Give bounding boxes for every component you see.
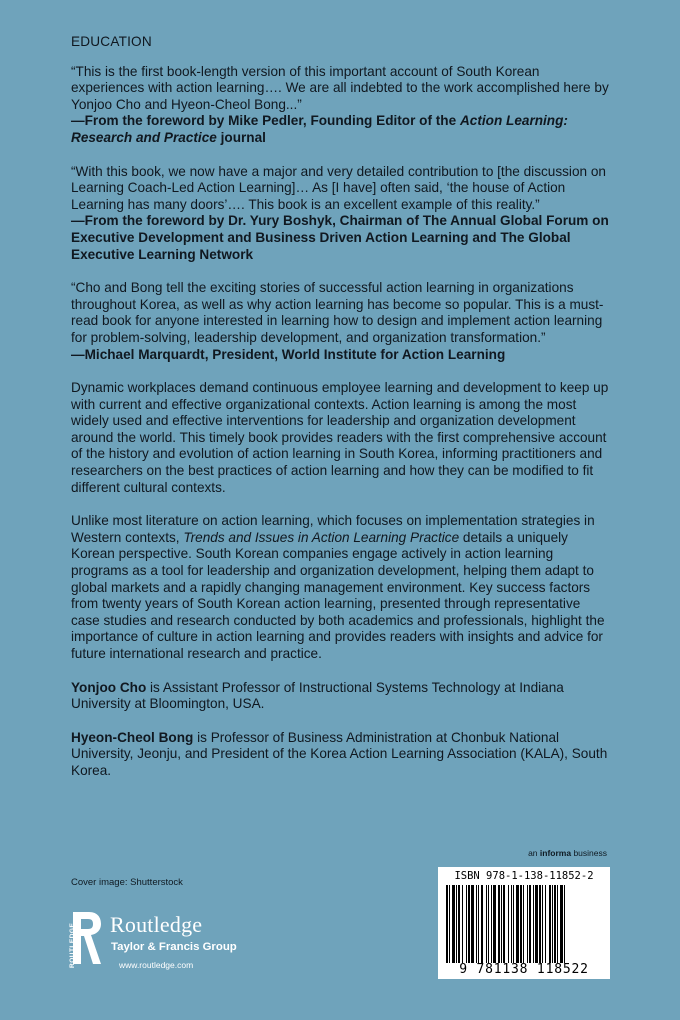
- barcode-bar: [560, 885, 563, 963]
- journal-title: Action Learning: Research and Practice: [71, 113, 568, 145]
- barcode-bar: [557, 885, 558, 963]
- informa-brand: informa: [539, 848, 572, 858]
- barcode-bar: [516, 885, 519, 963]
- barcode-digits: 9 781138 118522: [459, 962, 589, 977]
- quote-text-1: “This is the first book-length version of this important account of South Korean experiences with action learning…. We are all indebted to the work accomplished here by Yonjoo Cho and Hyeon-Cheol Bong...”: [71, 63, 609, 112]
- barcode-bar: [545, 885, 546, 963]
- barcode-bar: [498, 885, 500, 963]
- barcode-bar: [476, 885, 477, 963]
- publisher-url: www.routledge.com: [119, 960, 194, 970]
- barcode-bar: [446, 885, 448, 963]
- routledge-logo: [71, 910, 271, 980]
- author-bio-text: is Professor of Business Administration at Chonbuk National University, Jeonju, and President of the Korea Action Learning Association (KALA), South Korea.: [71, 729, 608, 778]
- barcode-bar: [503, 885, 505, 963]
- author-bio-text: is Assistant Professor of Instructional Systems Technology at Indiana University at Bloomington, USA.: [71, 679, 564, 712]
- informa-suffix: business: [571, 848, 607, 858]
- barcode-bar: [539, 885, 541, 963]
- barcode-bar: [449, 885, 450, 963]
- quote-block-1: [71, 64, 611, 147]
- barcode-bar: [493, 885, 496, 963]
- barcode-bar: [523, 885, 524, 963]
- barcode-bar: [486, 885, 487, 963]
- quote-attribution-3: —Michael Marquardt, President, World Institute for Action Learning: [71, 346, 506, 362]
- barcode-bar: [564, 885, 565, 963]
- barcode-bar: [511, 885, 512, 963]
- quote-text-3: “Cho and Bong tell the exciting stories of successful action learning in organizations throughout Korea, as well as why action learning has become so popular. This is a must-read book for anyone interested in learning how to design and implement action learning for problem-solving, leadership development, and organization transformation.”: [71, 280, 604, 345]
- barcode-bar: [552, 885, 553, 963]
- cover-image-credit: Cover image: Shutterstock: [71, 877, 183, 888]
- description-paragraph-1: Dynamic workplaces demand continuous employee learning and development to keep up with current and effective organizational contexts. Action learning is among the most widely used and effective interventions for leadership and organization development around the world. This timely book provides readers with the first comprehensive account of the history and evolution of action learning in South Korea, informing practitioners and researchers on the best practices of action learning and how they can be modified to fit different cultural contexts.: [71, 380, 609, 495]
- author-bio-2: [71, 730, 611, 780]
- quote-attribution-1: [71, 113, 611, 146]
- barcode-bar: [468, 885, 470, 963]
- publisher-name: Routledge: [110, 912, 203, 937]
- author-name: Yonjoo Cho: [71, 679, 147, 695]
- publisher-group: Taylor & Francis Group: [111, 941, 237, 953]
- barcode-bar: [549, 885, 551, 963]
- description-text: Unlike most literature on action learning, which focuses on implementation strategies in Western contexts,: [71, 513, 595, 545]
- informa-tagline: [528, 848, 607, 858]
- quote-block-2: [71, 164, 611, 264]
- quote-text-2: “With this book, we now have a major and very detailed contribution to [the discussion on Learning Coach-Led Action Learning]… As [I have] often said, ‘the house of Action Learning has many doors’…. This book is an excellent example of this reality.”: [71, 163, 606, 212]
- barcode-bar: [478, 885, 479, 963]
- barcode-bar: [535, 885, 538, 963]
- barcode-bar: [513, 885, 514, 963]
- description-paragraph-2: [71, 513, 611, 662]
- quote-attribution-2: —From the foreword by Dr. Yury Boshyk, Chairman of The Annual Global Forum on Executive Development and Business Driven Action Learning and The Global Executive Learning Network: [71, 213, 609, 262]
- isbn-label: ISBN 978-1-138-11852-2: [454, 870, 594, 882]
- barcode-bar: [542, 885, 543, 963]
- informa-prefix: an: [528, 848, 540, 858]
- isbn-barcode: [438, 867, 610, 979]
- barcode-bar: [462, 885, 463, 963]
- barcode-bar: [508, 885, 509, 963]
- attribution-suffix: journal: [216, 129, 266, 145]
- author-bio-1: [71, 680, 611, 713]
- barcode-bar: [481, 885, 483, 963]
- barcode-bar: [533, 885, 534, 963]
- barcode-bar: [458, 885, 460, 963]
- barcode-bar: [527, 885, 528, 963]
- routledge-vertical-text: ROUTLEDGE: [69, 922, 76, 968]
- barcode-bar: [452, 885, 455, 963]
- back-cover-text: [71, 34, 611, 797]
- barcode-bar: [554, 885, 556, 963]
- barcode-bar: [501, 885, 502, 963]
- author-name: Hyeon-Cheol Bong: [71, 729, 194, 745]
- barcode-bar: [466, 885, 467, 963]
- book-title: Trends and Issues in Action Learning Practice: [183, 529, 460, 545]
- barcode-bar: [491, 885, 492, 963]
- category-label: EDUCATION: [71, 34, 152, 49]
- attribution-text: —From the foreword by Mike Pedler, Founding Editor of the: [71, 113, 460, 129]
- barcode-bar: [488, 885, 489, 963]
- quote-block-3: [71, 280, 611, 363]
- barcode-bar: [520, 885, 522, 963]
- barcode-bar: [456, 885, 457, 963]
- barcode-bars: [446, 885, 602, 963]
- description-text-continued: details a uniquely Korean perspective. South Korean companies engage actively in action learning programs as a tool for leadership and organization development, helping them adapt to global markets and a rapidly changing management environment. Key success factors from twenty years of South Korean action learning, presented through representative case studies and research conducted by both academics and professionals, highlight the importance of culture in action learning and provides readers with insights and advice for future international research and practice.: [71, 529, 605, 661]
- barcode-bar: [529, 885, 531, 963]
- barcode-bar: [471, 885, 474, 963]
